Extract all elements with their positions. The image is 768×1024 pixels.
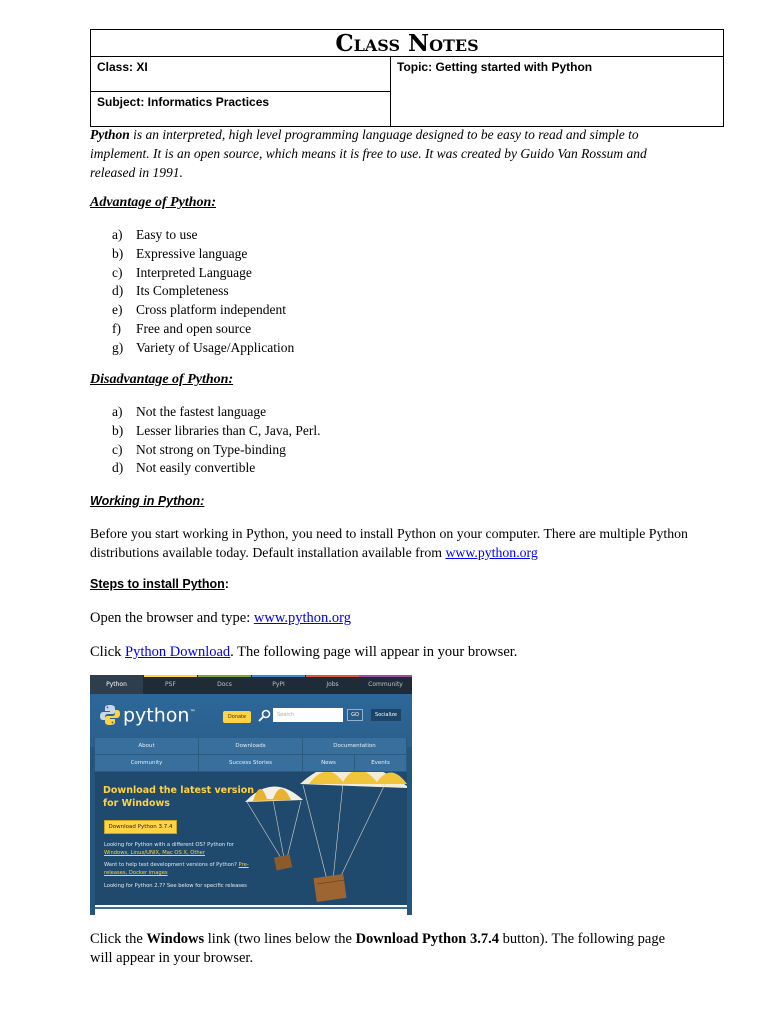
search-icon: [256, 708, 272, 724]
working-paragraph: Before you start working in Python, you need to install Python on your computer. There are multiple Python distributions available today. Default installation available from www.python.org: [90, 526, 688, 560]
tab-stripe: [359, 675, 412, 677]
site-nav-menu: [95, 738, 407, 772]
list-item: c) Interpreted Language: [112, 264, 252, 280]
nav-news: News: [303, 755, 355, 772]
list-item: g) Variety of Usage/Application: [112, 339, 295, 355]
nav-about: About: [95, 738, 199, 755]
hero-title: Download the latest version for Windows: [103, 785, 254, 809]
working-heading: Working in Python:: [90, 494, 205, 508]
final-paragraph: Click the Windows link (two lines below the Download Python 3.7.4 button). The following page will appear in your browser.: [90, 931, 666, 966]
list-item: d) Not easily convertible: [112, 460, 256, 476]
topic-label: Topic: Getting started with Python: [397, 60, 593, 74]
donate-button: Donate: [223, 711, 251, 723]
python-logo-text: python™: [123, 704, 196, 727]
list-item: e) Cross platform independent: [112, 302, 286, 318]
hero-line-2: Want to help test development versions of Python? Pre- releases, Docker images: [104, 862, 249, 876]
tab-stripe: [198, 675, 251, 677]
nav-downloads: Downloads: [199, 738, 303, 755]
socialize-button: Socialize: [371, 709, 401, 721]
list-item: a) Not the fastest language: [112, 404, 267, 419]
download-hero: [95, 772, 407, 905]
open-browser-line: Open the browser and type: www.python.org: [90, 610, 351, 626]
tab-docs: Docs: [217, 681, 232, 688]
tab-stripe: [144, 675, 197, 677]
screenshot-bottom-line: [95, 907, 407, 909]
tab-psf: PSF: [165, 681, 176, 688]
nav-success-stories: Success Stories: [199, 755, 303, 772]
intro-paragraph: [90, 125, 680, 182]
page-title: Class Notes: [91, 30, 723, 57]
python-download-link[interactable]: Python Download: [125, 644, 231, 660]
list-item: b) Lesser libraries than C, Java, Perl.: [112, 422, 321, 438]
list-item: c) Not strong on Type-binding: [112, 441, 286, 457]
python-logo-icon: [100, 704, 120, 726]
list-item: d) Its Completeness: [112, 283, 229, 299]
advantages-heading: Advantage of Python:: [90, 195, 216, 210]
class-label: Class: XI: [97, 60, 148, 74]
nav-community: Community: [95, 755, 199, 772]
search-input: Search: [273, 708, 343, 722]
tab-pypi: PyPI: [272, 681, 285, 688]
python-org-link-2[interactable]: www.python.org: [253, 610, 351, 626]
hero-line-1: Looking for Python with a different OS? Python for Windows, Linux/UNIX, Mac OS X, Other: [104, 842, 234, 856]
tab-jobs: Jobs: [326, 681, 339, 688]
tab-stripe: [252, 675, 305, 677]
list-item: f) Free and open source: [112, 320, 252, 336]
intro-text: is an interpreted, high level programming language designed to be easy to read and simple to implement. It is an open source, which means it is free to use. It was created by Guido Van Rossum and released in 1991.: [90, 127, 647, 180]
python-website-screenshot: [90, 675, 412, 915]
disadvantages-heading: Disadvantage of Python:: [90, 372, 234, 387]
list-item: a) Easy to use: [112, 227, 198, 242]
subject-cell: [91, 92, 390, 126]
hero-line-3: Looking for Python 2.7? See below for specific releases: [104, 883, 247, 889]
tab-stripe: [306, 675, 359, 677]
nav-documentation: Documentation: [303, 738, 407, 755]
intro-term: Python: [90, 127, 130, 142]
header-left-column: [91, 57, 391, 126]
steps-heading: Steps to install Python:: [90, 577, 229, 591]
subject-label: Subject: Informatics Practices: [97, 95, 270, 109]
nav-events: Events: [355, 755, 407, 772]
header-table: [90, 29, 724, 127]
list-item: b) Expressive language: [112, 245, 248, 261]
advantages-list: [112, 226, 294, 358]
topic-cell: [391, 57, 723, 126]
top-nav-bar: [90, 675, 412, 694]
disadvantages-list: [112, 403, 320, 478]
tab-community: Community: [368, 681, 403, 688]
go-button: GO: [347, 709, 363, 721]
tab-python: Python: [90, 675, 143, 694]
click-download-line: Click Python Download. The following page will appear in your browser.: [90, 644, 518, 660]
class-cell: [91, 57, 390, 92]
download-python-button: Download Python 3.7.4: [104, 820, 177, 834]
python-org-link[interactable]: www.python.org: [445, 545, 538, 560]
